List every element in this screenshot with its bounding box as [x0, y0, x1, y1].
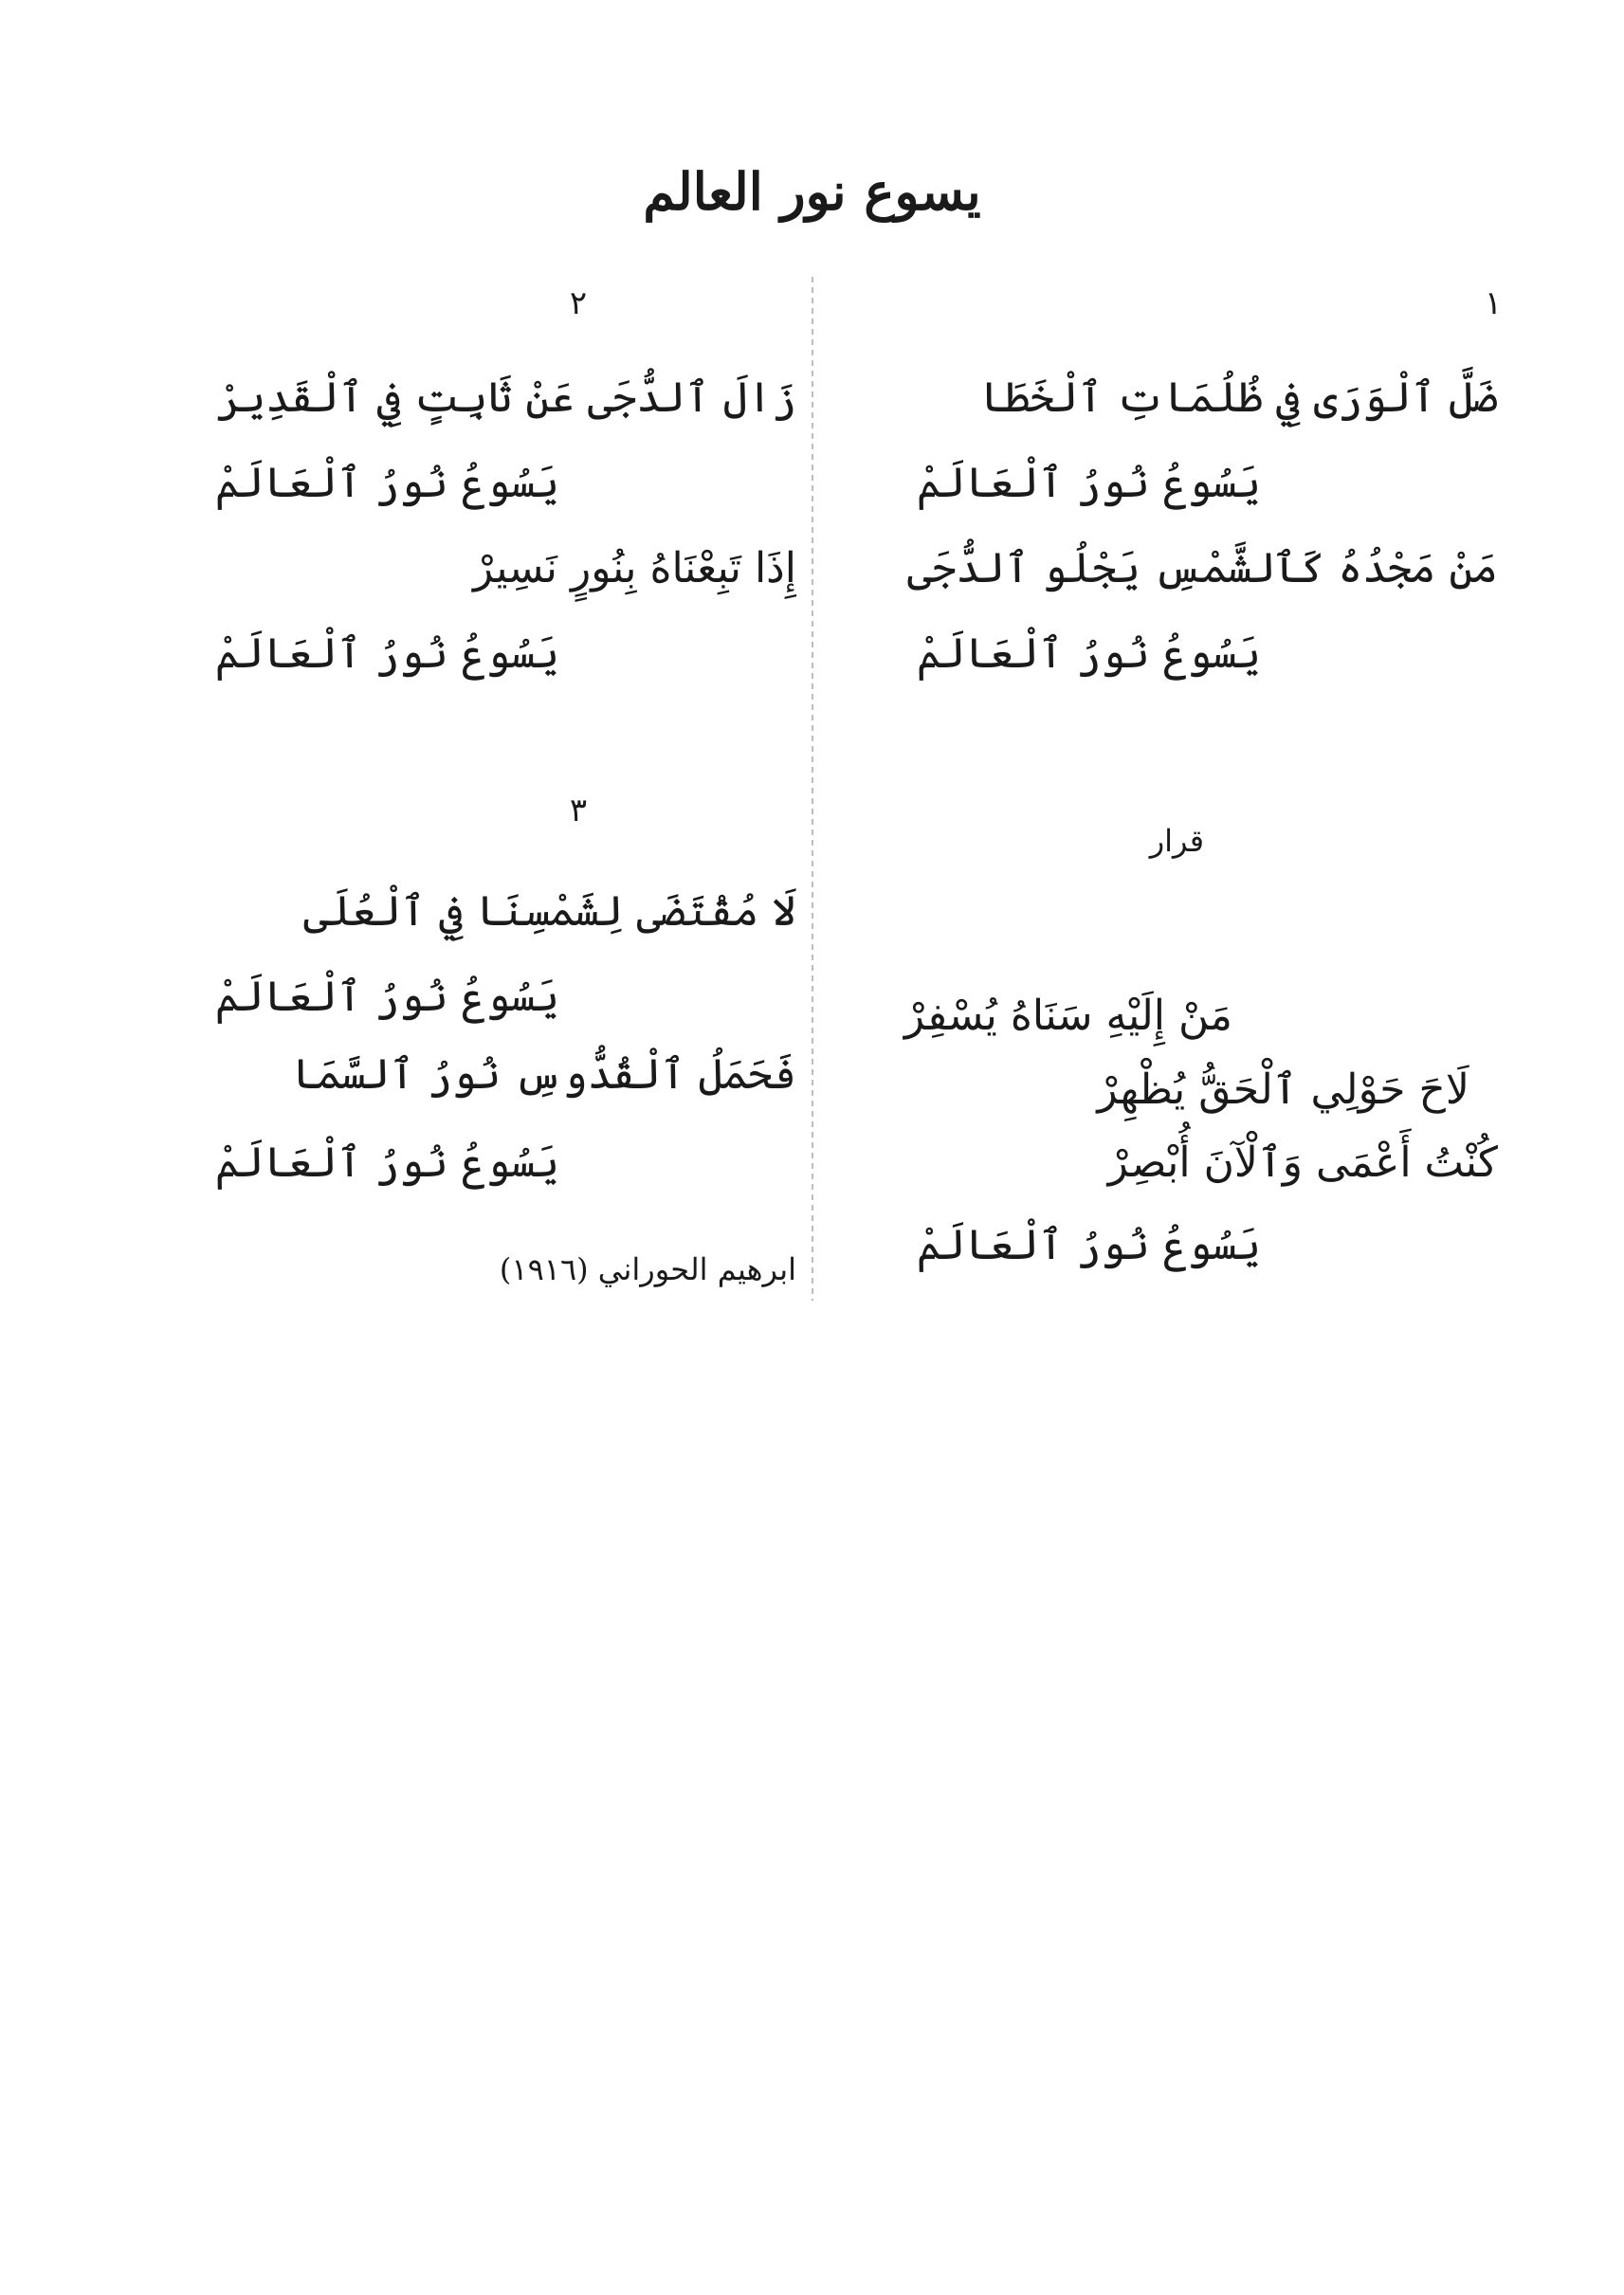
- chorus-line-1: مَنْ إِلَيْهِ سَنَاهُ يُسْفِرْ: [903, 992, 1232, 1040]
- stanza-2-line-3: إِذَا تَبِعْنَاهُ بِنُورٍ نَسِيرْ: [472, 544, 796, 592]
- author-signature: ابرهيم الحوراني (١٩١٦): [499, 1251, 796, 1287]
- stanza-3-line-1: لَا مُقْتَضَى لِشَمْسِنَا فِي ٱلْعُلَى: [302, 887, 796, 936]
- stanza-1-line-1: ضَلَّ ٱلْوَرَى فِي ظُلُمَاتِ ٱلْخَطَا: [980, 373, 1498, 422]
- chorus-line-4: يَسُوعُ نُورُ ٱلْعَالَمْ: [916, 1221, 1261, 1269]
- stanza-2-line-1: زَالَ ٱلدُّجَى عَنْ ثَابِتٍ فِي ٱلْقَدِيرْ: [216, 373, 796, 422]
- stanza-3-number: ٣: [569, 792, 588, 829]
- chorus-line-3: كُنْتُ أَعْمَى وَٱلْآنَ أُبْصِرْ: [1107, 1138, 1498, 1187]
- stanza-2-number: ٢: [569, 284, 588, 322]
- chorus-heading: قرار: [1149, 823, 1204, 859]
- stanza-3-line-3: فَحَمَلُ ٱلْقُدُّوسِ نُورُ ٱلسَّمَا: [292, 1050, 796, 1099]
- chorus-line-2: لَاحَ حَوْلِي ٱلْحَقُّ يُظْهِرْ: [1097, 1066, 1469, 1114]
- stanza-1-number: ١: [1484, 284, 1503, 322]
- stanza-3-line-2: يَسُوعُ نُورُ ٱلْعَالَمْ: [214, 973, 559, 1021]
- stanza-1-line-2: يَسُوعُ نُورُ ٱلْعَالَمْ: [916, 459, 1261, 507]
- stanza-3-line-4: يَسُوعُ نُورُ ٱلْعَالَمْ: [214, 1138, 559, 1187]
- column-divider: [812, 277, 813, 1301]
- stanza-1-line-4: يَسُوعُ نُورُ ٱلْعَالَمْ: [916, 629, 1261, 678]
- left-column: [142, 0, 796, 1327]
- stanza-2-line-2: يَسُوعُ نُورُ ٱلْعَالَمْ: [214, 459, 559, 507]
- stanza-1-line-3: مَنْ مَجْدُهُ كَٱلشَّمْسِ يَجْلُو ٱلدُّجَى: [906, 544, 1498, 592]
- right-column: [834, 0, 1503, 1327]
- page-title: يسوع نور العالم: [643, 161, 981, 222]
- stanza-2-line-4: يَسُوعُ نُورُ ٱلْعَالَمْ: [214, 629, 559, 678]
